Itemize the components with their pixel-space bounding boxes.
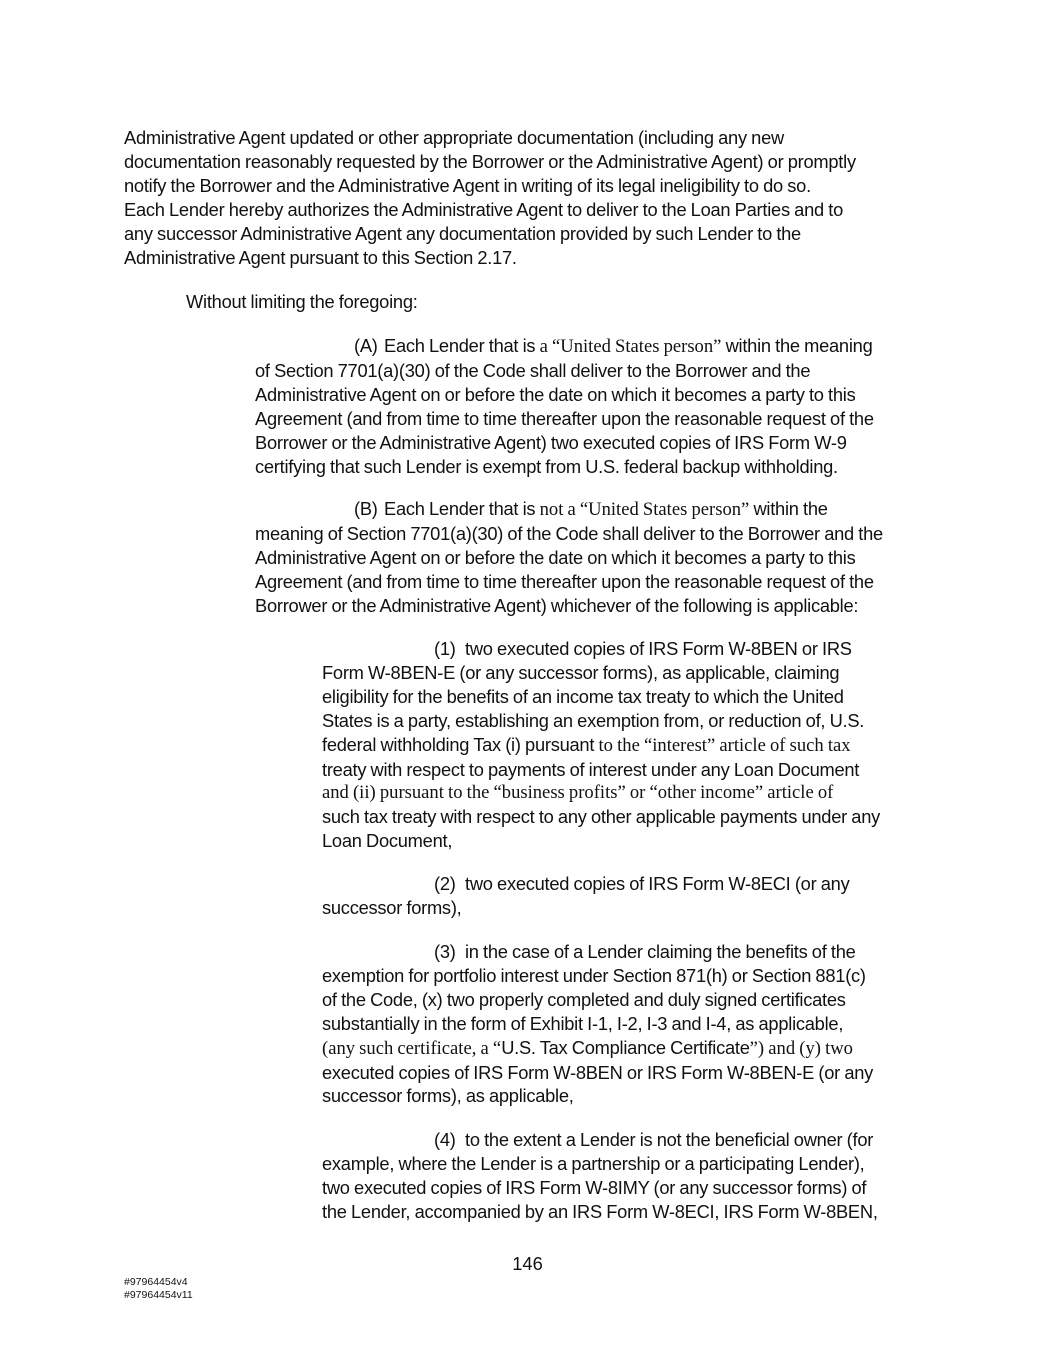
intro-line-4: Each Lender hereby authorizes the Administrative Agent to deliver to the Loan Parties and to bbox=[124, 198, 843, 220]
item-3 bbox=[322, 940, 873, 1108]
paragraph-b-line-2: meaning of Section 7701(a)(30) of the Code shall deliver to the Borrower and the bbox=[255, 522, 883, 544]
item-3-line-6: executed copies of IRS Form W-8BEN or IRS Form W-8BEN-E (or any bbox=[322, 1061, 874, 1083]
paragraph-a-line-1-serif: a “United States person” bbox=[539, 336, 726, 357]
item-4-line-2: example, where the Lender is a partnership or a participating Lender), bbox=[322, 1152, 865, 1174]
item-4-line-3: two executed copies of IRS Form W-8IMY (or any successor forms) of bbox=[322, 1176, 867, 1198]
paragraph-b-line-4: Agreement (and from time to time thereafter upon the reasonable request of the bbox=[255, 570, 874, 592]
item-1-line-5-start: federal withholding Tax (i) pursuant bbox=[322, 733, 599, 755]
item-3-line-4: substantially in the form of Exhibit I-1, I-2, I-3 and I-4, as applicable, bbox=[322, 1012, 844, 1034]
paragraph-b-line-1 bbox=[255, 497, 883, 522]
item-1-line-5 bbox=[322, 733, 880, 758]
item-1-line-1-text: two executed copies of IRS Form W-8BEN or IRS bbox=[465, 638, 852, 659]
item-4-line-4: the Lender, accompanied by an IRS Form W-8ECI, IRS Form W-8BEN, bbox=[322, 1200, 878, 1222]
item-3-line-5-end: ”) and (y) two bbox=[749, 1037, 853, 1059]
item-2 bbox=[322, 872, 849, 920]
paragraph-b-line-3: Administrative Agent on or before the date on which it becomes a party to this bbox=[255, 546, 856, 568]
item-1-line-3: eligibility for the benefits of an income tax treaty to which the United bbox=[322, 685, 844, 707]
without-limiting-paragraph bbox=[186, 290, 418, 314]
item-1-line-9: Loan Document, bbox=[322, 830, 453, 852]
paragraph-a-line-1-start: Each Lender that is bbox=[384, 335, 540, 356]
paragraph-a-line-5: Borrower or the Administrative Agent) two executed copies of IRS Form W-9 bbox=[255, 431, 847, 453]
item-1-line-6: treaty with respect to payments of interest under any Loan Document bbox=[322, 758, 860, 780]
item-2-line-1-text: two executed copies of IRS Form W-8ECI (or any bbox=[465, 873, 850, 894]
item-3-line-3: of the Code, (x) two properly completed and duly signed certificates bbox=[322, 988, 846, 1010]
paragraph-a-line-4: Agreement (and from time to time thereafter upon the reasonable request of the bbox=[255, 407, 874, 429]
item-3-line-5 bbox=[322, 1036, 873, 1061]
item-3-line-5-start: (any such certificate, a “ bbox=[322, 1037, 502, 1059]
item-2-marker: (2) bbox=[434, 873, 456, 894]
item-4-line-1 bbox=[322, 1128, 878, 1152]
doc-id-1: #97964454v4 bbox=[124, 1276, 188, 1288]
without-limiting-text: Without limiting the foregoing: bbox=[186, 291, 418, 312]
item-1-line-7: and (ii) pursuant to the “business profits” or “other income” article of bbox=[322, 782, 834, 804]
item-1-marker: (1) bbox=[434, 638, 456, 659]
item-1-line-5-serif: to the “interest” article of such tax bbox=[598, 734, 851, 756]
intro-line-6: Administrative Agent pursuant to this Section 2.17. bbox=[124, 246, 517, 268]
paragraph-a bbox=[255, 334, 874, 478]
item-3-defined-term: U.S. Tax Compliance Certificate bbox=[501, 1036, 750, 1058]
item-3-line-2: exemption for portfolio interest under Section 871(h) or Section 881(c) bbox=[322, 964, 866, 986]
paragraph-a-line-6: certifying that such Lender is exempt from U.S. federal backup withholding. bbox=[255, 455, 838, 477]
paragraph-a-line-1-end: within the meaning bbox=[725, 335, 873, 356]
item-4-marker: (4) bbox=[434, 1129, 456, 1150]
item-1-line-8: such tax treaty with respect to any other applicable payments under any bbox=[322, 806, 881, 828]
intro-paragraph bbox=[124, 126, 856, 269]
item-1-line-4: States is a party, establishing an exemption from, or reduction of, U.S. bbox=[322, 709, 865, 731]
intro-line-3: notify the Borrower and the Administrative Agent in writing of its legal ineligibility to do so. bbox=[124, 174, 811, 196]
paragraph-a-line-3: Administrative Agent on or before the date on which it becomes a party to this bbox=[255, 383, 856, 405]
item-1-line-1 bbox=[322, 637, 880, 661]
document-ids bbox=[124, 1276, 193, 1301]
paragraph-a-line-2: of Section 7701(a)(30) of the Code shall deliver to the Borrower and the bbox=[255, 359, 811, 381]
item-4 bbox=[322, 1128, 878, 1224]
paragraph-a-line-1 bbox=[255, 334, 874, 359]
item-3-line-1 bbox=[322, 940, 873, 964]
item-1 bbox=[322, 637, 880, 853]
paragraph-b bbox=[255, 497, 883, 618]
intro-line-1: Administrative Agent updated or other appropriate documentation (including any new bbox=[124, 127, 784, 148]
paragraph-b-marker: (B) bbox=[354, 498, 378, 519]
item-2-line-2: successor forms), bbox=[322, 896, 462, 918]
item-3-marker: (3) bbox=[434, 941, 456, 962]
item-3-line-7: successor forms), as applicable, bbox=[322, 1085, 574, 1107]
item-4-line-1-text: to the extent a Lender is not the beneficial owner (for bbox=[465, 1129, 874, 1150]
paragraph-b-line-1-start: Each Lender that is bbox=[384, 498, 540, 519]
paragraph-b-line-1-end: within the bbox=[753, 498, 828, 519]
intro-line-2: documentation reasonably requested by the Borrower or the Administrative Agent) or promptly bbox=[124, 150, 856, 172]
item-1-line-2: Form W-8BEN-E (or any successor forms), as applicable, claiming bbox=[322, 661, 840, 683]
item-3-line-1-text: in the case of a Lender claiming the benefits of the bbox=[465, 941, 856, 962]
paragraph-a-marker: (A) bbox=[354, 335, 378, 356]
doc-id-2: #97964454v11 bbox=[124, 1288, 193, 1301]
paragraph-b-line-5: Borrower or the Administrative Agent) whichever of the following is applicable: bbox=[255, 594, 859, 616]
page-number: 146 bbox=[512, 1253, 543, 1274]
intro-line-5: any successor Administrative Agent any documentation provided by such Lender to the bbox=[124, 222, 801, 244]
item-2-line-1 bbox=[322, 872, 849, 896]
paragraph-b-line-1-serif: not a “United States person” bbox=[539, 499, 754, 520]
